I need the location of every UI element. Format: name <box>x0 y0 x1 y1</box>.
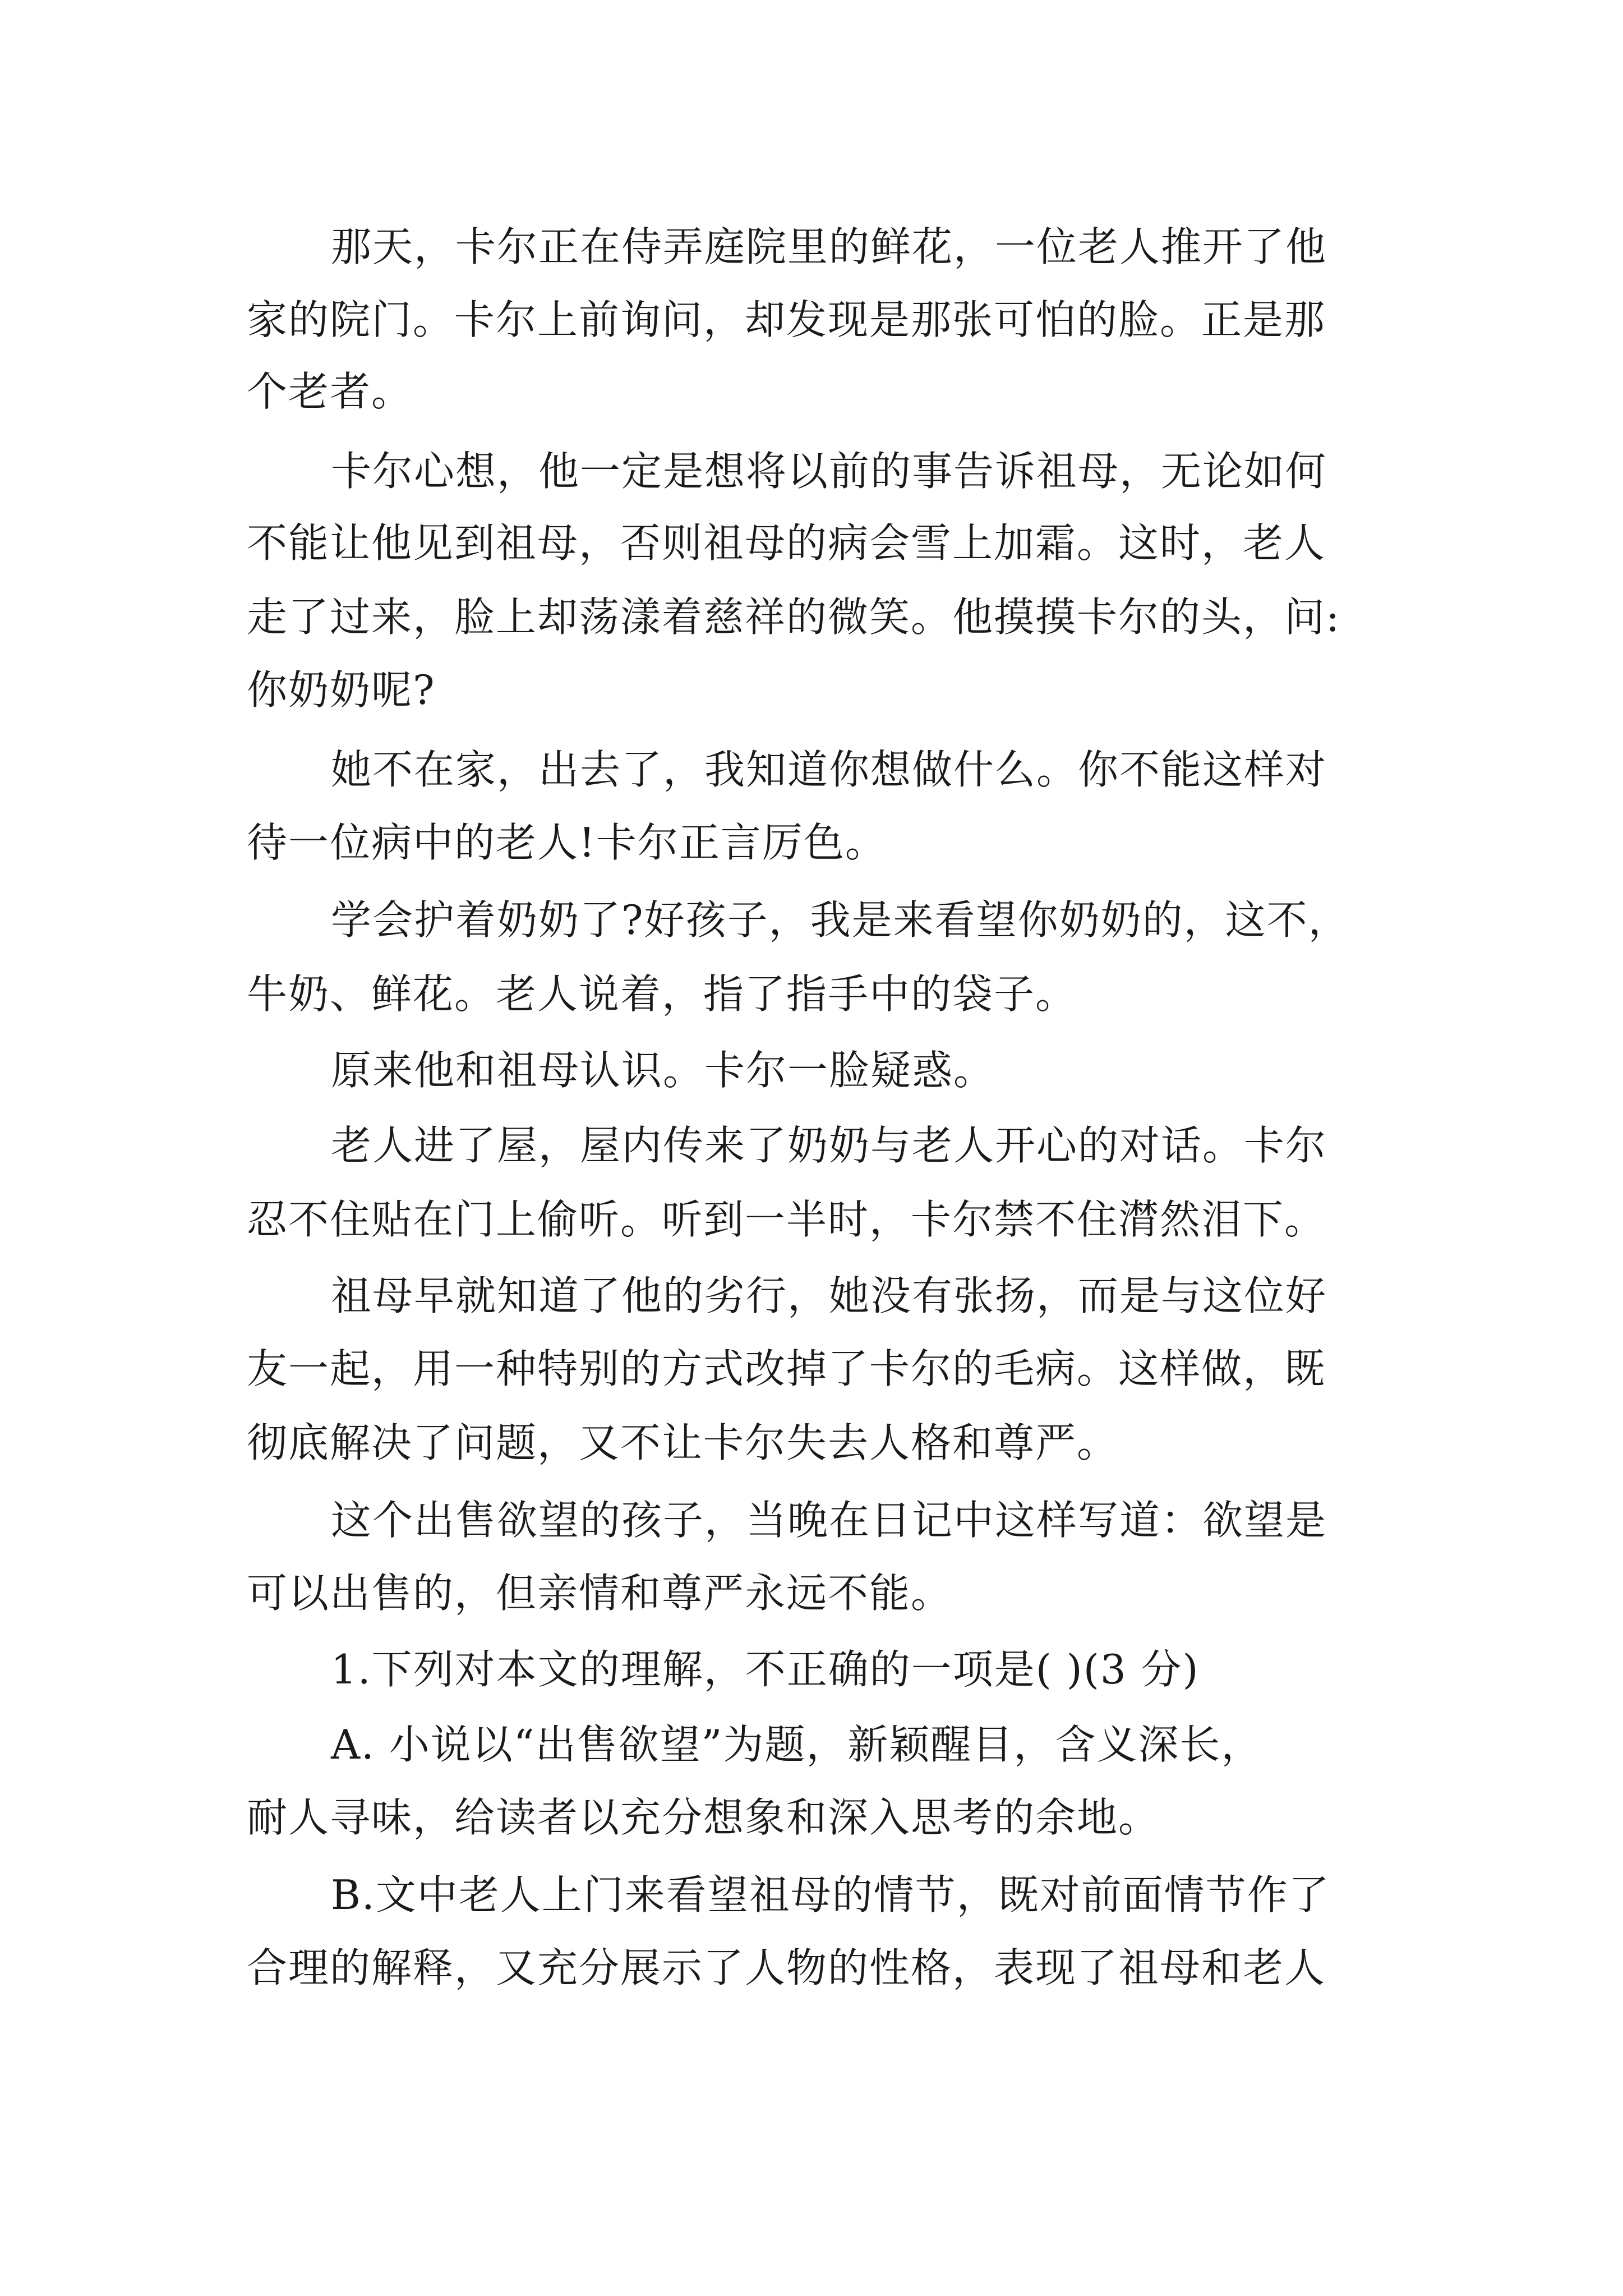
option-a-continued: 耐人寻味，给读者以充分想象和深入思考的余地。 <box>247 1794 1160 1841</box>
text-line: 忍不住贴在门上偷听。听到一半时，卡尔禁不住潸然泪下。 <box>247 1196 1326 1243</box>
text-line: 学会护着奶奶了?好孩子，我是来看望你奶奶的，这不， <box>331 896 1350 944</box>
option-b-continued: 合理的解释，又充分展示了人物的性格，表现了祖母和老人 <box>247 1944 1326 1991</box>
text-line: 个老者。 <box>247 368 413 415</box>
text-line: 待一位病中的老人!卡尔正言厉色。 <box>247 819 887 866</box>
text-line: 你奶奶呢? <box>247 666 436 714</box>
text-line: 祖母早就知道了他的劣行，她没有张扬，而是与这位好 <box>331 1272 1327 1319</box>
text-line: 不能让他见到祖母，否则祖母的病会雪上加霜。这时，老人 <box>247 519 1326 567</box>
option-a: A. 小说以“出售欲望”为题，新颖醒目，含义深长， <box>331 1721 1263 1768</box>
text-line: 牛奶、鲜花。老人说着，指了指手中的袋子。 <box>247 970 1077 1018</box>
text-line: 友一起，用一种特别的方式改掉了卡尔的毛病。这样做，既 <box>247 1345 1326 1392</box>
text-line: 那天，卡尔正在侍弄庭院里的鲜花，一位老人推开了他 <box>331 223 1327 270</box>
question-stem: 1.下列对本文的理解，不正确的一项是( )(3 分) <box>331 1646 1200 1693</box>
text-line: 她不在家，出去了，我知道你想做什么。你不能这样对 <box>331 746 1327 793</box>
text-line: 这个出售欲望的孩子，当晚在日记中这样写道：欲望是 <box>331 1497 1327 1544</box>
text-line: 可以出售的，但亲情和尊严永远不能。 <box>247 1570 953 1617</box>
text-line: 卡尔心想，他一定是想将以前的事告诉祖母，无论如何 <box>331 448 1327 495</box>
text-line: 老人进了屋，屋内传来了奶奶与老人开心的对话。卡尔 <box>331 1122 1327 1169</box>
text-line: 走了过来，脸上却荡漾着慈祥的微笑。他摸摸卡尔的头，问: <box>247 593 1341 641</box>
text-line: 原来他和祖母认识。卡尔一脸疑惑。 <box>331 1047 995 1094</box>
text-line: 家的院门。卡尔上前询问，却发现是那张可怕的脸。正是那 <box>247 296 1326 343</box>
text-line: 彻底解决了问题，又不让卡尔失去人格和尊严。 <box>247 1419 1119 1466</box>
option-b: B.文中老人上门来看望祖母的情节，既对前面情节作了 <box>331 1871 1330 1918</box>
